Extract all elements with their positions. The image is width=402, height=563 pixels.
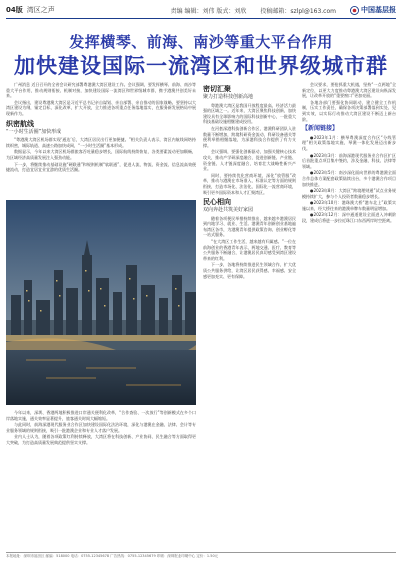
brand-logo [350, 5, 396, 15]
editor-credit: 责编 编辑：刘伟 版式：刘欣 [170, 7, 247, 15]
news-link-item: ●2023年12月：深中通道建设全面进入冲刺阶段，建成后将进一步拉近珠江口东西两岸时空距离。 [302, 212, 396, 224]
left-bottom-article [6, 410, 196, 550]
subheading-detail: 双向奔赴共筑美好家园 [203, 207, 254, 214]
page-header [6, 3, 396, 17]
paragraph: 今年以来，深圳、香港两地积极推进口岸通关便利化改革，“合作查验、一次放行”等创新模式在多个口岸落地实施，通关效率显著提升，旅客通关时间大幅缩短。 [6, 410, 196, 421]
subheading: 民心相向 [203, 198, 231, 207]
city-night-photo [6, 200, 196, 405]
paragraph: 与此同时，前海深港现代服务业合作区加快建设国际化法治环境，深化与港澳在金融、法律、会计等专业服务领域的规则衔接，吸引一批港澳企业和专业人才落户发展。 [6, 422, 196, 433]
brand-name: 中国基层报 [361, 6, 396, 14]
paragraph: 业内人士认为，随着各项政策红利持续释放，大湾区将在科技创新、产业协同、民生融合等方面取得更大突破，为打造高质量发展典范提供坚实支撑。 [6, 434, 196, 445]
paragraph: 数据显示，今年以来大湾区机场群旅客吞吐量稳步增长，国际航线持续恢复，各类要素流动更加顺畅，为区域经济高质量发展注入强劲动能。 [6, 149, 196, 160]
paragraph: 下一步，将继续推动基础设施“硬联通”和规则机制“软联通”，促进人流、物流、资金流、信息流高效便捷流动，打造宜居宜业宜游的优质生活圈。 [6, 161, 196, 173]
paragraph: 各地各部门要强化协同联动，建立健全工作机制，压实工作责任，确保各项决策部署落到实处、见到实效，以实际行动推动大湾区建设不断迈上新台阶。 [302, 99, 396, 122]
subheading: 织密航线 [6, 119, 34, 128]
paragraph: 下一步，各地将持续推进民生领域合作，扩大优质公共服务供给，让湾区居民获得感、幸福感、安全感更加充实、更有保障。 [203, 262, 296, 279]
subheading-detail: “一小时生活圈”加快形成 [6, 128, 62, 135]
news-link-item: ●2023年10月：港珠澳大桥“港车北上”政策实施以来，经大桥往来的港澳单牌车数量明显增加。 [302, 200, 396, 211]
left-article [6, 82, 196, 198]
paragraph: 会议强调，要强化创新驱动，加强关键核心技术攻关，推动产学研深度融合，促进创新链、产业链、资金链、人才链深度融合，培育壮大战略性新兴产业。 [203, 149, 296, 172]
header-rule [6, 18, 396, 19]
news-link-item: ●2023年1月：横琴粤澳深度合作区“分线管理”相关政策落地实施，琴澳一体化发展迈出新步伐。 [302, 134, 396, 151]
page-footer: 本报地址：深圳市福田区 邮编：518000 电话：0755-12345678 广告热线：0755-12345679 印刷：深圳报业印刷中心 定价：1.50元 [6, 552, 396, 559]
paragraph: 会议要求，要抢抓重大机遇，坚持“一点两地”全新定位，以更大力度推动粤港澳大湾区建设向纵深发展，让改革开放的“重要窗口”更加亮丽。 [302, 82, 396, 99]
brand-emblem-icon [350, 6, 359, 15]
subheading-detail: 聚力打造科技创新高地 [203, 94, 254, 100]
right-article [302, 82, 396, 549]
middle-article [203, 82, 296, 549]
skyline-illustration [6, 200, 196, 405]
paragraph: 同时，要持续优化营商环境，深化“放管服”改革，推动与港澳在市场准入、标准认定等方面的规则衔接，打造市场化、法治化、国际化一流营商环境，吸引更多国际资本和人才汇聚湾区。 [203, 172, 296, 195]
paragraph: 在河套深港科技创新合作区，港澳科研团队入驻数量不断增加，跨境科研资金流动、科研设备通关等便利举措相继落地，为深港科技合作提供了有力支撑。 [203, 125, 296, 148]
section-name: 湾区之声 [26, 6, 55, 14]
paragraph: 随着各项便民举措持续推出，越来越多港澳居民到内地学习、就业、生活。港澳青年创新创业基地遍布湾区各市，为港澳青年提供政策咨询、创业孵化等一站式服务。 [203, 215, 296, 238]
headline-line2: 加快建设国际一流湾区和世界级城市群 [14, 53, 388, 78]
paragraph: “粤港澳大湾区机场群实现‘通达’后，大湾区居民出行更加便捷。”相关负责人表示，湾区内航线网络持续织密，城际轨道、高速公路加快成网，“一小时生活圈”基本形成。 [6, 137, 196, 148]
subheading: 密切汇聚 [203, 85, 231, 93]
news-link-item: ●2023年8月：大湾区“跨境理财通”试点业务规模持续扩大，参与个人投资者数量稳步增长。 [302, 188, 396, 199]
paragraph: 会议指出，建设粤港澳大湾区是习近平总书记亲自谋划、亲自部署、亲自推动的国家战略。要坚持以大湾区建设为纲，锚定目标，深化改革，扩大开放，全力推进各项重点任务落地落实，在服务新发展格局中展现新作为。 [6, 99, 196, 116]
news-link-item: ●2023年5月：南沙深化面向世界的粤港澳全面合作总体方案配套政策陆续出台，多个港澳合作项目加快推进。 [302, 170, 396, 187]
contact-email: 投稿邮箱：szlpl@163.com [260, 7, 336, 15]
paragraph: “在大湾区工作生活，越来越有归属感。”一位在前海创业的香港青年表示，两地交通、医疗、教育等公共服务不断融合，让港澳居民真切感受到湾区建设带来的红利。 [203, 239, 296, 261]
news-link-title: 【新闻链接】 [302, 125, 339, 133]
headline-line1: 发挥横琴、前海、南沙等重大平台作用 [69, 33, 333, 51]
page-number: 04版 [6, 6, 23, 14]
paragraph: 广州消息 近日召开的全省会议研究部署粤港澳大湾区建设工作。会议强调，要发挥横琴、前海、南沙等重大平台作用，推动规则衔接、机制对接，加快建设国际一流湾区和世界级城市群，携手港澳共创美好未来。 [6, 82, 196, 99]
paragraph: 粤港澳大湾区是我国开放程度最高、经济活力最强的区域之一。近年来，大湾区聚焦科技创新，加快建设具有全球影响力的国际科技创新中心，一批重大科技基础设施相继建成投用。 [203, 102, 296, 125]
news-link-item: ●2023年3月：前海深港现代服务业合作区扩区后首批重点项目集中签约，涉及金融、科技、法律等领域。 [302, 152, 396, 169]
